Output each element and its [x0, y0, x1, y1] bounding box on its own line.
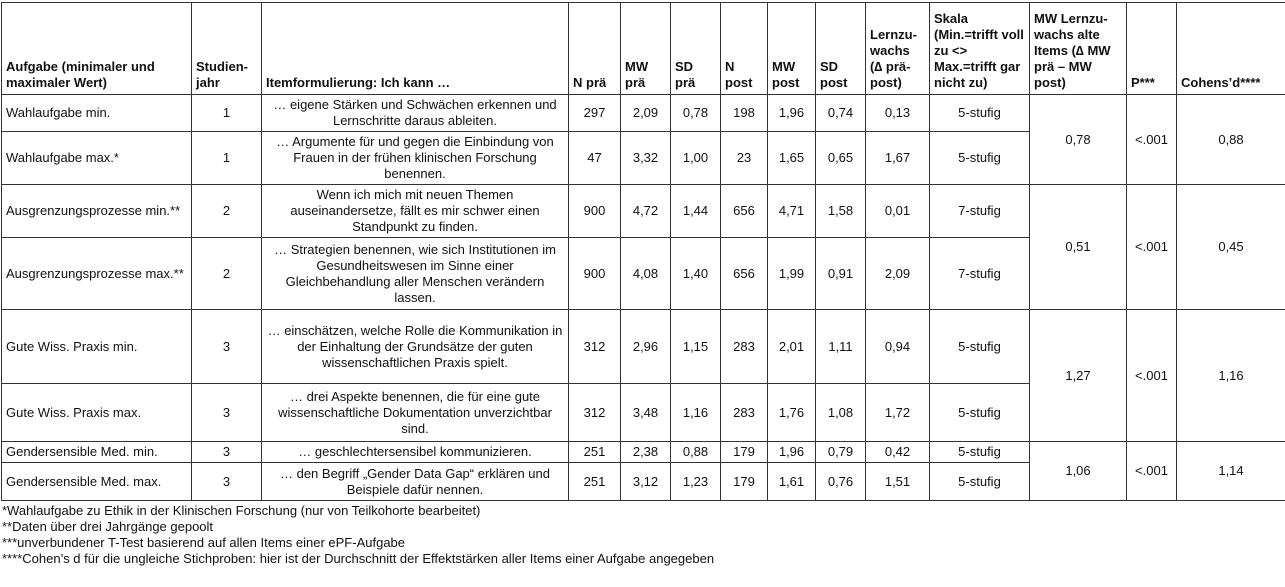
header-mw-prae: MW prä — [621, 3, 671, 95]
cell-n-prae: 900 — [569, 185, 621, 238]
cell-n-post: 656 — [721, 185, 768, 238]
cell-mw-post: 1,76 — [768, 384, 816, 442]
cell-n-post: 23 — [721, 132, 768, 185]
cell-skala: 5-stufig — [930, 463, 1030, 501]
cell-studienjahr: 2 — [192, 238, 262, 310]
header-sd-post: SD post — [816, 3, 866, 95]
cell-item: Wenn ich mich mit neuen Themen auseinandersetze, fällt es mir schwer einen Standpunkt zu finden. — [262, 185, 569, 238]
cell-skala: 5-stufig — [930, 384, 1030, 442]
cell-aufgabe: Ausgrenzungsprozesse min.** — [2, 185, 192, 238]
cell-sd-post: 0,76 — [816, 463, 866, 501]
cell-sd-prae: 0,78 — [671, 95, 721, 132]
cell-n-prae: 251 — [569, 442, 621, 463]
cell-aufgabe: Gute Wiss. Praxis max. — [2, 384, 192, 442]
cell-item: … geschlechtersensibel kommunizieren. — [262, 442, 569, 463]
cell-lernzuwachs: 0,13 — [866, 95, 930, 132]
header-lernzuwachs: Lernzu-wachs (∆ prä-post) — [866, 3, 930, 95]
cell-item: … einschätzen, welche Rolle die Kommunikation in der Einhaltung der Grundsätze der guten wissenschaftlichen Praxis spielt. — [262, 310, 569, 384]
cell-studienjahr: 2 — [192, 185, 262, 238]
cell-sd-prae: 0,88 — [671, 442, 721, 463]
cell-p: <.001 — [1127, 185, 1177, 310]
cell-mw-prae: 2,38 — [621, 442, 671, 463]
cell-n-prae: 47 — [569, 132, 621, 185]
cell-item: … den Begriff „Gender Data Gap“ erklären und Beispiele dafür nennen. — [262, 463, 569, 501]
cell-p: <.001 — [1127, 310, 1177, 442]
header-row — [2, 3, 1285, 95]
header-mw-lernzuwachs: MW Lernzu-wachs alte Items (∆ MW prä – MW post) — [1030, 3, 1127, 95]
cell-skala: 7-stufig — [930, 185, 1030, 238]
cell-studienjahr: 3 — [192, 463, 262, 501]
cell-lernzuwachs: 1,51 — [866, 463, 930, 501]
cell-sd-post: 0,91 — [816, 238, 866, 310]
cell-aufgabe: Gendersensible Med. min. — [2, 442, 192, 463]
cell-item: … Argumente für und gegen die Einbindung von Frauen in der frühen klinischen Forschung benennen. — [262, 132, 569, 185]
cell-aufgabe: Wahlaufgabe min. — [2, 95, 192, 132]
cell-mw-post: 1,96 — [768, 442, 816, 463]
cell-aufgabe: Gute Wiss. Praxis min. — [2, 310, 192, 384]
cell-sd-prae: 1,15 — [671, 310, 721, 384]
cell-mw-prae: 2,96 — [621, 310, 671, 384]
cell-studienjahr: 1 — [192, 95, 262, 132]
cell-sd-prae: 1,16 — [671, 384, 721, 442]
cell-sd-prae: 1,40 — [671, 238, 721, 310]
cell-mw-post: 1,99 — [768, 238, 816, 310]
table-row — [2, 185, 1285, 238]
cell-aufgabe: Gendersensible Med. max. — [2, 463, 192, 501]
header-n-post: N post — [721, 3, 768, 95]
cell-n-prae: 312 — [569, 310, 621, 384]
cell-lernzuwachs: 2,09 — [866, 238, 930, 310]
table-row — [2, 95, 1285, 132]
cell-skala: 7-stufig — [930, 238, 1030, 310]
cell-sd-prae: 1,00 — [671, 132, 721, 185]
cell-sd-prae: 1,23 — [671, 463, 721, 501]
footnote: **Daten über drei Jahrgänge gepoolt — [2, 519, 1285, 535]
cell-lernzuwachs: 1,67 — [866, 132, 930, 185]
cell-lernzuwachs: 0,42 — [866, 442, 930, 463]
cell-n-prae: 312 — [569, 384, 621, 442]
header-itemformulierung: Itemformulierung: Ich kann … — [262, 3, 569, 95]
header-mw-post: MW post — [768, 3, 816, 95]
cell-mw-prae: 3,32 — [621, 132, 671, 185]
footnote: *Wahlaufgabe zu Ethik in der Klinischen Forschung (nur von Teilkohorte bearbeitet) — [2, 503, 1285, 519]
cell-mw-prae: 4,08 — [621, 238, 671, 310]
cell-studienjahr: 3 — [192, 442, 262, 463]
cell-p: <.001 — [1127, 442, 1177, 501]
cell-cohens-d: 1,14 — [1177, 442, 1285, 501]
header-aufgabe: Aufgabe (minimaler und maximaler Wert) — [2, 3, 192, 95]
cell-mw-post: 4,71 — [768, 185, 816, 238]
header-studienjahr: Studien-jahr — [192, 3, 262, 95]
header-n-prae: N prä — [569, 3, 621, 95]
cell-n-prae: 900 — [569, 238, 621, 310]
cell-mw-post: 1,65 — [768, 132, 816, 185]
cell-mw-prae: 4,72 — [621, 185, 671, 238]
cell-mw-lernzuwachs: 1,06 — [1030, 442, 1127, 501]
cell-sd-post: 1,11 — [816, 310, 866, 384]
cell-n-post: 656 — [721, 238, 768, 310]
cell-studienjahr: 1 — [192, 132, 262, 185]
cell-sd-post: 0,74 — [816, 95, 866, 132]
cell-skala: 5-stufig — [930, 95, 1030, 132]
cell-studienjahr: 3 — [192, 310, 262, 384]
cell-item: … eigene Stärken und Schwächen erkennen und Lernschritte daraus ableiten. — [262, 95, 569, 132]
cell-mw-lernzuwachs: 0,51 — [1030, 185, 1127, 310]
cell-aufgabe: Wahlaufgabe max.* — [2, 132, 192, 185]
cell-cohens-d: 1,16 — [1177, 310, 1285, 442]
cell-cohens-d: 0,45 — [1177, 185, 1285, 310]
cell-n-post: 179 — [721, 463, 768, 501]
cell-skala: 5-stufig — [930, 310, 1030, 384]
results-table — [1, 2, 1285, 501]
cell-cohens-d: 0,88 — [1177, 95, 1285, 185]
cell-n-post: 283 — [721, 384, 768, 442]
header-p: P*** — [1127, 3, 1177, 95]
cell-sd-post: 1,58 — [816, 185, 866, 238]
cell-aufgabe: Ausgrenzungsprozesse max.** — [2, 238, 192, 310]
cell-mw-lernzuwachs: 1,27 — [1030, 310, 1127, 442]
cell-p: <.001 — [1127, 95, 1177, 185]
cell-studienjahr: 3 — [192, 384, 262, 442]
cell-mw-prae: 2,09 — [621, 95, 671, 132]
cell-item: … Strategien benennen, wie sich Institutionen im Gesundheitswesen im Sinne einer Gleichbehandlung aller Menschen verändern lassen. — [262, 238, 569, 310]
header-skala: Skala (Min.=trifft voll zu <> Max.=trifft gar nicht zu) — [930, 3, 1030, 95]
cell-mw-prae: 3,12 — [621, 463, 671, 501]
cell-sd-post: 0,79 — [816, 442, 866, 463]
footnote: ****Cohen’s d für die ungleiche Stichproben: hier ist der Durchschnitt der Effektstärken aller Items einer Aufgabe angegeben — [2, 551, 1285, 567]
cell-lernzuwachs: 1,72 — [866, 384, 930, 442]
cell-sd-post: 1,08 — [816, 384, 866, 442]
cell-n-post: 179 — [721, 442, 768, 463]
footnotes — [2, 503, 1285, 567]
cell-mw-prae: 3,48 — [621, 384, 671, 442]
cell-mw-lernzuwachs: 0,78 — [1030, 95, 1127, 185]
header-sd-prae: SD prä — [671, 3, 721, 95]
cell-mw-post: 2,01 — [768, 310, 816, 384]
footnote: ***unverbundener T-Test basierend auf allen Items einer ePF-Aufgabe — [2, 535, 1285, 551]
cell-sd-prae: 1,44 — [671, 185, 721, 238]
cell-skala: 5-stufig — [930, 132, 1030, 185]
cell-n-post: 198 — [721, 95, 768, 132]
cell-item: … drei Aspekte benennen, die für eine gute wissenschaftliche Dokumentation unverzichtbar sind. — [262, 384, 569, 442]
cell-n-prae: 297 — [569, 95, 621, 132]
cell-mw-post: 1,61 — [768, 463, 816, 501]
cell-mw-post: 1,96 — [768, 95, 816, 132]
table-row — [2, 442, 1285, 463]
cell-sd-post: 0,65 — [816, 132, 866, 185]
cell-n-post: 283 — [721, 310, 768, 384]
cell-lernzuwachs: 0,01 — [866, 185, 930, 238]
cell-lernzuwachs: 0,94 — [866, 310, 930, 384]
cell-skala: 5-stufig — [930, 442, 1030, 463]
cell-n-prae: 251 — [569, 463, 621, 501]
header-cohens-d: Cohens’d**** — [1177, 3, 1285, 95]
table-row — [2, 310, 1285, 384]
